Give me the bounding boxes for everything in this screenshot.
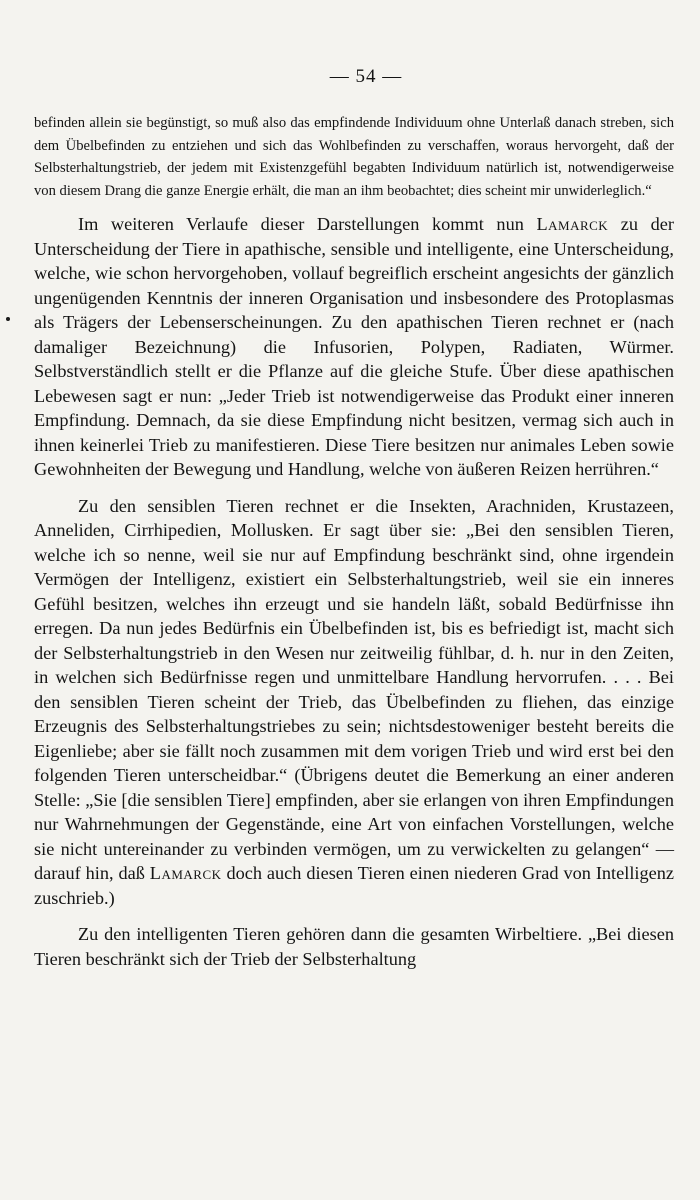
body-text (34, 212, 674, 971)
paragraph-sensible-tiere (34, 494, 674, 911)
quote-continuation: befinden allein sie begünstigt, so muß also das empfindende Individuum ohne Unterlaß danach streben, sich dem Übelbefinden zu entziehen und sich das Wohlbefinden zu verschaffen, woraus hervorgeht, daß der Selbsterhaltungstrieb, der jedem mit Existenzgefühl begabten Individuum natürlich ist, notwendigerweise von diesem Drang die ganze Energie erhält, die man an ihm beobachtet; dies scheint mir unwiderleglich.“ (34, 115, 674, 199)
page-number: — 54 — (329, 66, 403, 87)
paragraph-intelligente-tiere (34, 922, 674, 971)
paragraph-apathische-tiere (34, 212, 674, 482)
paragraph-text: Zu den sensiblen Tieren rechnet er die Insekten, Arachniden, Krustazeen, Anneliden, Cirrhipedien, Mollusken. Er sagt über sie: „Bei den sensiblen Tieren, welche ich so nenne, weil sie nur auf Empfindung beschränkt sind, ohne irgendein Vermögen der Intelligenz, existiert ein Selbsterhaltungstrieb, weil sie ein inneres Gefühl besitzen, welches ihn erzeugt und sie handeln läßt, sobald Bedürfnisse ihn erregen. Da nun jedes Bedürfnis ein Übelbefinden ist, bis es befriedigt ist, macht sich der Selbsterhaltungstrieb in den Wesen nur zeitweilig fühlbar, d. h. nur in den Zeiten, in welchen sich Bedürfnisse regen und unmittelbare Handlung hervorrufen. . . . Bei den sensiblen Tieren scheint der Trieb, das Übelbefinden zu fliehen, das einzige Erzeugnis des Selbsterhaltungstriebes zu sein; nichtsdestoweniger besteht bereits die Eigenliebe; aber sie fällt noch zusammen mit dem vorigen Trieb und wird erst bei den folgenden Tieren unterscheidbar.“ (Übrigens deutet die Bemerkung an einer anderen Stelle: „Sie [die sensiblen Tiere] empfinden, aber sie erlangen von ihren Empfindungen nur Wahrnehmungen der Gegenstände, eine Art von einfachen Vorstellungen, welche sie nicht untereinander zu verbinden vermögen, um zu verwickelten zu gelangen“ — darauf hin, daß (34, 495, 674, 884)
margin-mark (6, 317, 10, 321)
paragraph-text: zu der Unterscheidung der Tiere in apathische, sensible und intelligente, eine Unterscheidung, welche, wie schon hervorgehoben, vollauf begreiflich erscheint angesichts der gänzlich ungenügenden Kenntnis der inneren Organisation und insbesondere des Protoplasmas als Trägers der Lebenserscheinungen. Zu den apathischen Tieren rechnet er (nach damaliger Bezeichnung) die Infusorien, Polypen, Radiaten, Würmer. Selbstverständlich stellt er die Pflanze auf die gleiche Stufe. Über diese apathischen Lebewesen sagt er nun: „Jeder Trieb ist notwendigerweise das Produkt einer inneren Empfindung. Demnach, da sie diese Empfindung nicht besitzen, vermag sich auch in ihnen keinerlei Trieb zu manifestieren. Diese Tiere besitzen nur animales Leben sowie Gewohnheiten der Bewegung und Handlung, welche von äußeren Reizen herrühren.“ (34, 214, 674, 480)
paragraph-text: Zu den intelligenten Tieren gehören dann die gesamten Wirbeltiere. „Bei diesen Tieren beschränkt sich der Trieb der Selbsterhaltung (34, 924, 674, 969)
paragraph-text: Im weiteren Verlaufe dieser Darstellungen kommt nun (78, 214, 537, 235)
author-name: Lamarck (536, 214, 609, 235)
author-name: Lamarck (149, 863, 222, 884)
paragraph-text: doch auch diesen Tieren einen niederen Grad von Intelligenz zuschrieb.) (34, 863, 674, 908)
